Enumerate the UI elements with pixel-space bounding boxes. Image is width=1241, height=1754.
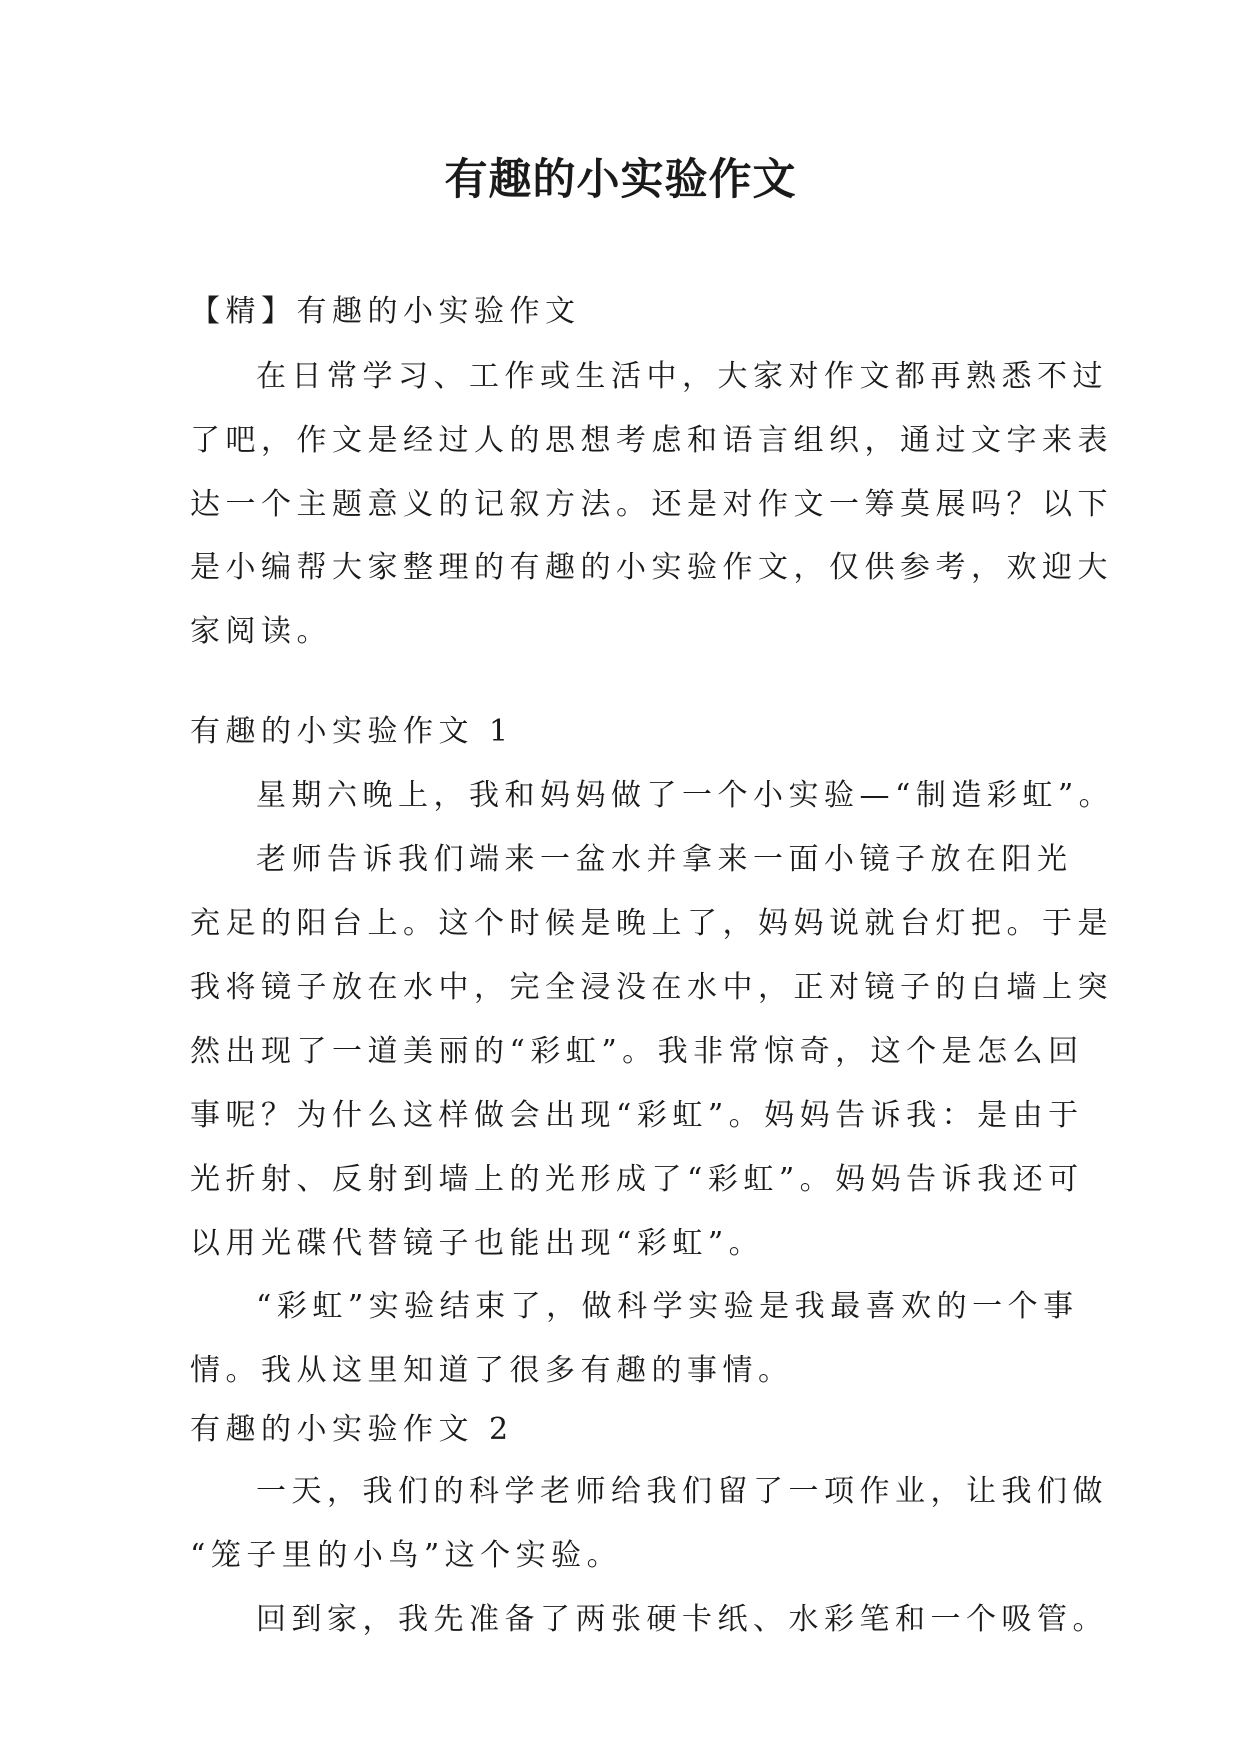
paragraph-line: 家阅读。 [190, 614, 332, 649]
paragraph-line: 是小编帮大家整理的有趣的小实验作文，仅供参考，欢迎大 [190, 550, 1113, 585]
paragraph-line: 在日常学习、工作或生活中，大家对作文都再熟悉不过 [256, 359, 1108, 394]
paragraph-line: 一天，我们的科学老师给我们留了一项作业，让我们做 [256, 1474, 1108, 1509]
paragraph-line: 光折射、反射到墙上的光形成了“彩虹”。妈妈告诉我还可 [190, 1162, 1084, 1197]
paragraph-line: 回到家，我先准备了两张硬卡纸、水彩笔和一个吸管。 [256, 1602, 1108, 1637]
paragraph-line: 充足的阳台上。这个时候是晚上了，妈妈说就台灯把。于是 [190, 906, 1113, 941]
paragraph-line: 我将镜子放在水中，完全浸没在水中，正对镜子的白墙上突 [190, 970, 1113, 1005]
document-title: 有趣的小实验作文 [444, 155, 797, 205]
paragraph-line: “彩虹”实验结束了，做科学实验是我最喜欢的一个事 [256, 1289, 1079, 1324]
paragraph-line: 了吧，作文是经过人的思想考虑和语言组织，通过文字来表 [190, 423, 1113, 458]
paragraph-line: 情。我从这里知道了很多有趣的事情。 [190, 1353, 794, 1388]
paragraph-line: 以用光碟代替镜子也能出现“彩虹”。 [190, 1226, 765, 1261]
section-heading-2: 有趣的小实验作文 2 [190, 1412, 514, 1447]
paragraph-line: 星期六晚上，我和妈妈做了一个小实验—“制造彩虹”。 [256, 778, 1115, 813]
section-heading-1: 有趣的小实验作文 1 [190, 714, 514, 749]
paragraph-line: “笼子里的小鸟”这个实验。 [190, 1538, 623, 1573]
intro-heading: 【精】有趣的小实验作文 [190, 294, 581, 329]
paragraph-line: 事呢？为什么这样做会出现“彩虹”。妈妈告诉我：是由于 [190, 1098, 1084, 1133]
paragraph-line: 然出现了一道美丽的“彩虹”。我非常惊奇，这个是怎么回 [190, 1034, 1084, 1069]
paragraph-line: 老师告诉我们端来一盆水并拿来一面小镜子放在阳光 [256, 842, 1073, 877]
paragraph-line: 达一个主题意义的记叙方法。还是对作文一筹莫展吗？以下 [190, 487, 1113, 522]
